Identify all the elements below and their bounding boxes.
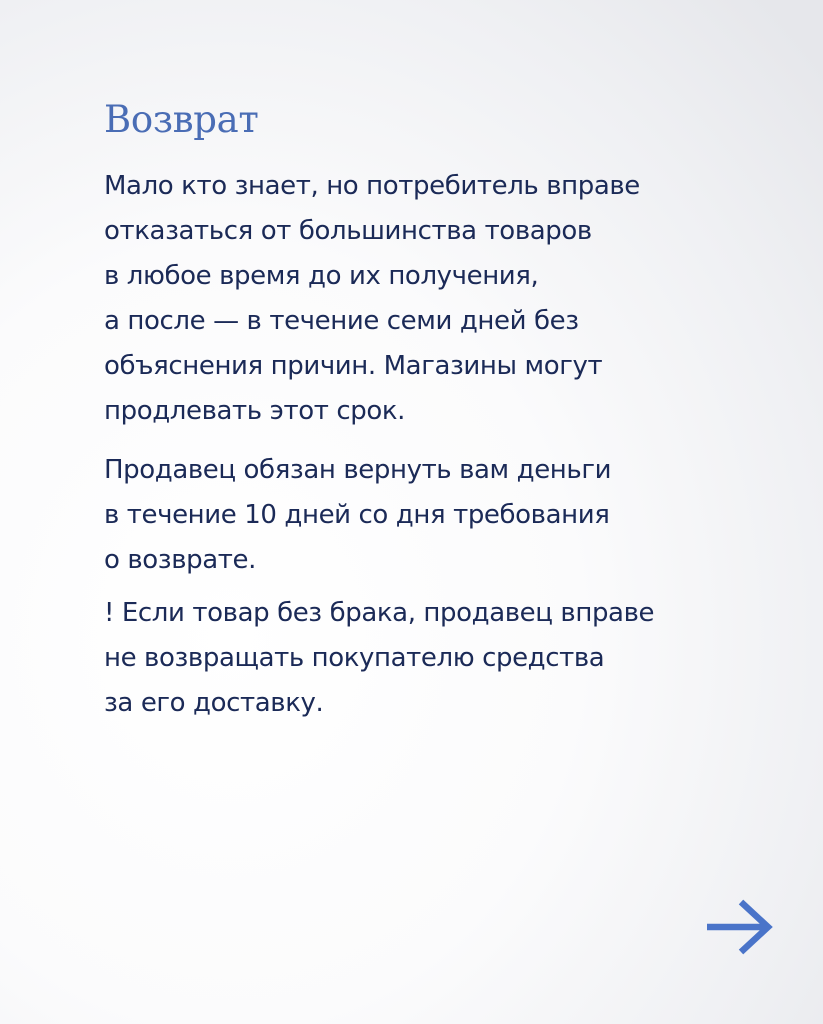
text-line: о возврате. bbox=[104, 545, 256, 575]
text-line: продлевать этот срок. bbox=[104, 396, 405, 426]
paragraph-delivery-note bbox=[104, 591, 804, 726]
paragraph-return-right bbox=[104, 164, 804, 434]
text-line: за его доставку. bbox=[104, 688, 324, 718]
text-line: объяснения причин. Магазины могут bbox=[104, 351, 603, 381]
next-slide-button[interactable] bbox=[703, 896, 775, 958]
text-line: Мало кто знает, но потребитель вправе bbox=[104, 171, 640, 201]
text-line: Продавец обязан вернуть вам деньги bbox=[104, 455, 612, 485]
text-line: в течение 10 дней со дня требования bbox=[104, 500, 610, 530]
paragraph-refund-term bbox=[104, 448, 804, 583]
text-line: отказаться от большинства товаров bbox=[104, 216, 592, 246]
text-line: а после — в течение семи дней без bbox=[104, 306, 579, 336]
text-line: не возвращать покупателю средства bbox=[104, 643, 605, 673]
card-title: Возврат bbox=[104, 98, 259, 141]
arrow-right-icon bbox=[703, 896, 775, 958]
text-line: ! Если товар без брака, продавец вправе bbox=[104, 598, 655, 628]
text-line: в любое время до их получения, bbox=[104, 261, 539, 291]
